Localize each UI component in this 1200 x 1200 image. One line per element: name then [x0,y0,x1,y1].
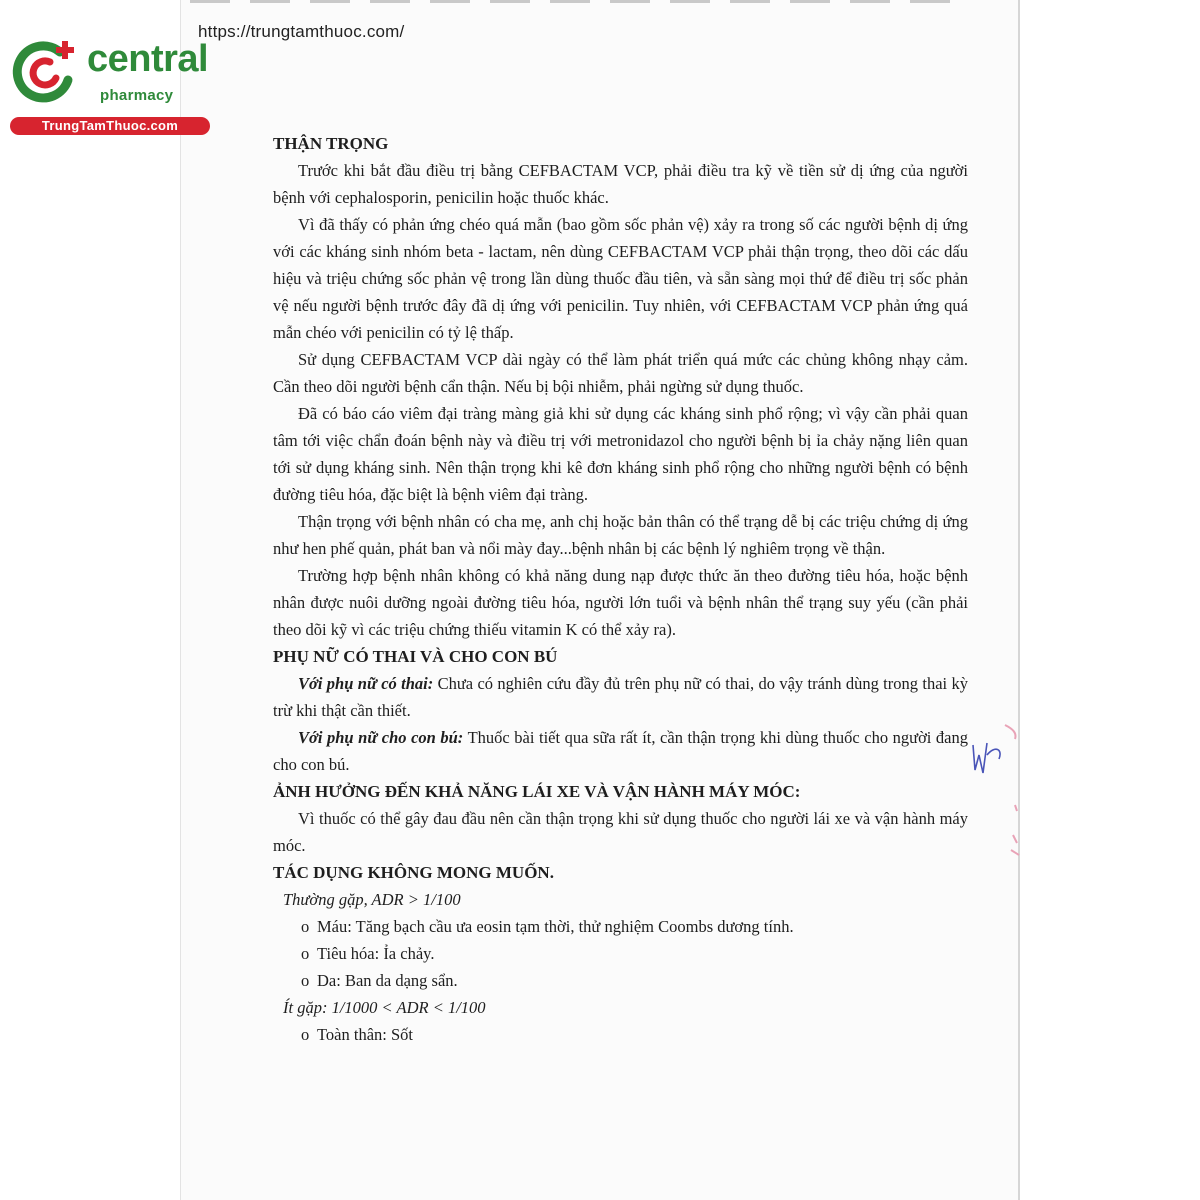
heading-lai-xe: ẢNH HƯỞNG ĐẾN KHẢ NĂNG LÁI XE VÀ VẬN HÀNH MÁY MÓC: [273,782,801,801]
paragraph-text: Thuốc bài tiết qua sữa rất ít, cần thận trọng khi dùng thuốc cho người đang cho con bú. [273,728,969,774]
frequency-label-uncommon: Ít gặp: 1/1000 < ADR < 1/100 [283,998,486,1017]
paragraph: Trước khi bắt đầu điều trị bằng CEFBACTAM VCP, phải điều tra kỹ về tiền sử dị ứng của người bệnh với cephalosporin, penicilin hoặc thuốc khác. [273,161,968,207]
lead-in-label: Với phụ nữ có thai: [298,674,434,693]
logo-brand-subtitle: pharmacy [100,87,174,104]
paragraph: Đã có báo cáo viêm đại tràng màng giả khi sử dụng các kháng sinh phổ rộng; vì vậy cần phải quan tâm tới việc chẩn đoán bệnh này và điều trị với metronidazol cho người bệnh bị ỉa chảy nặng liên quan tới sử dụng kháng sinh. Nên thận trọng khi kê đơn kháng sinh phổ rộng cho những người bệnh có bệnh đường tiêu hóa, đặc biệt là bệnh viêm đại tràng. [273,404,968,504]
paragraph: Sử dụng CEFBACTAM VCP dài ngày có thể làm phát triển quá mức các chủng không nhạy cảm. Cần theo dõi người bệnh cẩn thận. Nếu bị bội nhiễm, phải ngừng sử dụng thuốc. [273,350,968,396]
handwritten-signature-mark [965,715,1025,865]
paragraph-pregnant [273,670,968,724]
list-item [273,967,968,994]
central-pharmacy-logo [10,38,215,138]
document-content [273,130,968,1048]
sheet-top-edge [190,0,950,3]
frequency-label-common: Thường gặp, ADR > 1/100 [283,890,461,909]
list-item-text: Máu: Tăng bạch cầu ưa eosin tạm thời, thử nghiệm Coombs dương tính. [317,917,794,936]
heading-phu-nu-co-thai: PHỤ NỮ CÓ THAI VÀ CHO CON BÚ [273,647,558,666]
paragraph: Vì đã thấy có phản ứng chéo quá mẫn (bao gồm sốc phản vệ) xảy ra trong số các người bệnh dị ứng với các kháng sinh nhóm beta - lactam, nên dùng CEFBACTAM VCP phải thận trọng, theo dõi các dấu hiệu và triệu chứng sốc phản vệ trong lần dùng thuốc đầu tiên, và sẵn sàng mọi thứ để điều trị sốc phản vệ nếu người bệnh trước đây đã dị ứng với penicilin. Tuy nhiên, với CEFBACTAM VCP phản ứng quá mẫn chéo với penicilin có tỷ lệ thấp. [273,215,968,342]
paragraph: Thận trọng với bệnh nhân có cha mẹ, anh chị hoặc bản thân có thể trạng dễ bị các triệu chứng dị ứng như hen phế quản, phát ban và nổi mày đay...bệnh nhân bị các bệnh lý nghiêm trọng về thận. [273,512,968,558]
lead-in-label: Với phụ nữ cho con bú: [298,728,464,747]
paragraph: Vì thuốc có thể gây đau đầu nên cần thận trọng khi sử dụng thuốc cho người lái xe và vận hành máy móc. [273,809,968,855]
logo-site-banner: TrungTamThuoc.com [10,117,210,135]
list-item [273,913,968,940]
logo-brand-name: central [87,38,209,80]
bullet-mark: o [301,971,310,990]
heading-than-trong: THẬN TRỌNG [273,134,389,153]
list-item-text: Tiêu hóa: Ỉa chảy. [317,944,435,963]
paragraph-text: Chưa có nghiên cứu đầy đủ trên phụ nữ có thai, do vậy tránh dùng trong thai kỳ trừ khi thật cần thiết. [273,674,968,720]
bullet-mark: o [301,917,310,936]
pharmacy-cross-logo-icon [10,38,80,108]
bullet-mark: o [301,944,310,963]
list-item-text: Toàn thân: Sốt [317,1025,414,1044]
list-item-text: Da: Ban da dạng sẩn. [317,971,458,990]
bullet-mark: o [301,1025,310,1044]
heading-tac-dung: TÁC DỤNG KHÔNG MONG MUỐN. [273,863,554,882]
paragraph-nursing [273,724,968,778]
paragraph: Trường hợp bệnh nhân không có khả năng dung nạp được thức ăn theo đường tiêu hóa, hoặc bệnh nhân được nuôi dưỡng ngoài đường tiêu hóa, người lớn tuổi và bệnh nhân thể trạng suy yếu (cần phải theo dõi kỹ vì các triệu chứng thiếu vitamin K có thể xảy ra). [273,566,968,639]
list-item [273,1021,968,1048]
source-url: https://trungtamthuoc.com/ [198,22,405,41]
list-item [273,940,968,967]
